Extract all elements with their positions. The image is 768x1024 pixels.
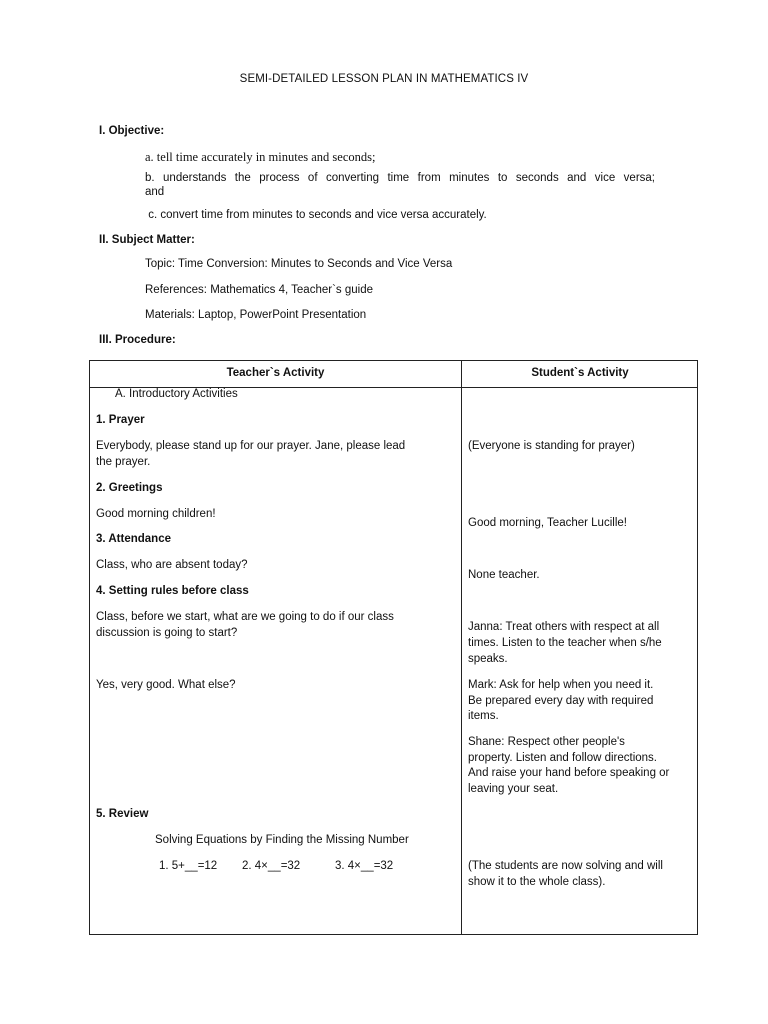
objective-item-b-cont: and — [145, 186, 165, 198]
procedure-table — [89, 360, 698, 935]
prayer-instruction-line1: Everybody, please stand up for our prayer. Jane, please lead — [96, 440, 406, 452]
mark-response-line1: Mark: Ask for help when you need it. — [468, 679, 654, 691]
student-activity-header: Student`s Activity — [531, 367, 629, 379]
what-else-prompt: Yes, very good. What else? — [96, 679, 236, 691]
materials-line: Materials: Laptop, PowerPoint Presentation — [145, 309, 367, 321]
topic-line: Topic: Time Conversion: Minutes to Seconds and Vice Versa — [145, 258, 453, 270]
prayer-heading: 1. Prayer — [96, 414, 145, 426]
introductory-activities-label: A. Introductory Activities — [115, 388, 238, 400]
shane-response-line4: leaving your seat. — [468, 783, 559, 795]
student-review-response-line2: show it to the whole class). — [468, 876, 606, 888]
attendance-question: Class, who are absent today? — [96, 559, 248, 571]
shane-response-line2: property. Listen and follow directions. — [468, 752, 657, 764]
equation-2: 2. 4×__=32 — [242, 860, 301, 872]
mark-response-line3: items. — [468, 710, 499, 722]
attendance-heading: 3. Attendance — [96, 533, 171, 545]
greetings-heading: 2. Greetings — [96, 482, 163, 494]
review-subtitle: Solving Equations by Finding the Missing Number — [155, 834, 409, 846]
rules-question-line1: Class, before we start, what are we going to do if our class — [96, 611, 394, 623]
rules-question-line2: discussion is going to start? — [96, 627, 238, 639]
objective-heading: I. Objective: — [99, 125, 165, 137]
prayer-instruction-line2: the prayer. — [96, 456, 151, 468]
procedure-heading: III. Procedure: — [99, 334, 176, 346]
student-greeting-response: Good morning, Teacher Lucille! — [468, 517, 627, 529]
janna-response-line1: Janna: Treat others with respect at all — [468, 621, 660, 633]
document-title: SEMI-DETAILED LESSON PLAN IN MATHEMATICS IV — [239, 73, 529, 85]
mark-response-line2: Be prepared every day with required — [468, 695, 654, 707]
janna-response-line3: speaks. — [468, 653, 508, 665]
janna-response-line2: times. Listen to the teacher when s/he — [468, 637, 662, 649]
objective-item-a: a. tell time accurately in minutes and seconds; — [145, 150, 376, 164]
shane-response-line1: Shane: Respect other people's — [468, 736, 625, 748]
objective-item-b: b. understands the process of converting time from minutes to seconds and vice versa; — [145, 172, 655, 184]
references-line: References: Mathematics 4, Teacher`s guide — [145, 284, 373, 296]
equation-1: 1. 5+__=12 — [159, 860, 218, 872]
review-heading: 5. Review — [96, 808, 149, 820]
teacher-activity-header: Teacher`s Activity — [226, 367, 325, 379]
subject-matter-heading: II. Subject Matter: — [99, 234, 195, 246]
student-review-response-line1: (The students are now solving and will — [468, 860, 663, 872]
column-divider — [461, 361, 462, 934]
student-prayer-response: (Everyone is standing for prayer) — [468, 440, 635, 452]
shane-response-line3: And raise your hand before speaking or — [468, 767, 670, 779]
setting-rules-heading: 4. Setting rules before class — [96, 585, 249, 597]
equation-3: 3. 4×__=32 — [335, 860, 394, 872]
objective-item-c: c. convert time from minutes to seconds and vice versa accurately. — [145, 209, 487, 221]
greetings-text: Good morning children! — [96, 508, 216, 520]
student-attendance-response: None teacher. — [468, 569, 540, 581]
